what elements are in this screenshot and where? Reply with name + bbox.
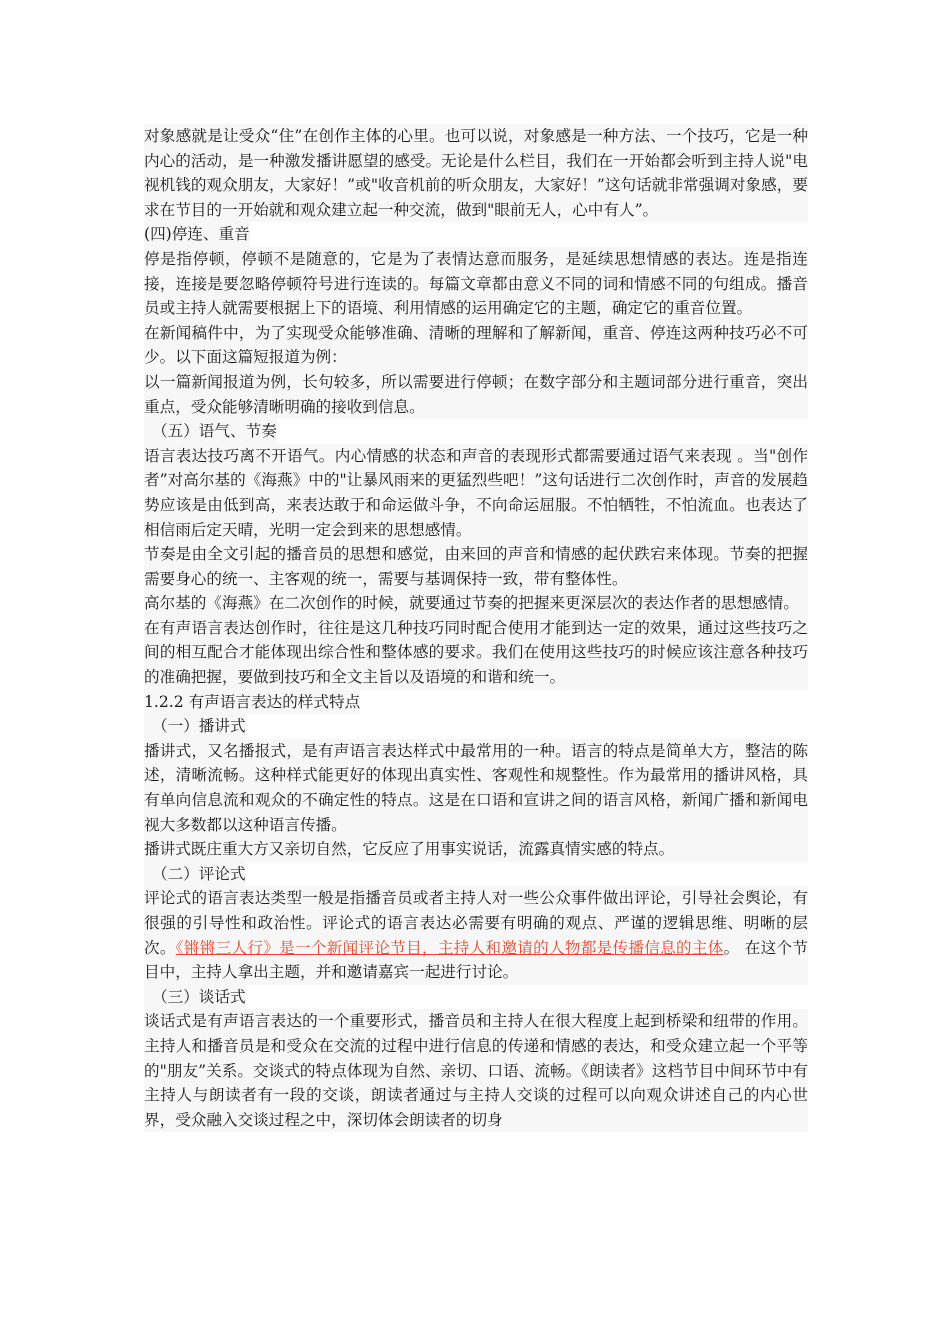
heading-conversation-style: （三）谈话式 [144,985,246,1010]
paragraph-broadcast-style: 播讲式，又名播报式，是有声语言表达样式中最常用的一种。语言的特点是简单大方，整洁的陈述，清晰流畅。这种样式能更好的体现出真实性、客观性和规整性。作为最常用的播讲风格，具有单向信息流和观众的不确定性的特点。这是在口语和宣讲之间的语言风格，新闻广播和新闻电视大多数都以这种语言传播。 [144,739,808,837]
heading-section-1-2-2: 1.2.2 有声语言表达的样式特点 [144,690,360,715]
paragraph-commentary-style [144,886,808,984]
paragraph-rhythm: 节奏是由全文引起的播音员的思想和感觉，由来回的声音和情感的起伏跌宕来体现。节奏的把握需要身心的统一、主客观的统一，需要与基调保持一致，带有整体性。 [144,542,808,591]
highlighted-link-text[interactable]: 《锵锵三人行》是一个新闻评论节目，主持人和邀请的人物都是传播信息的主体 [175,938,724,957]
paragraph-object-sense: 对象感就是让受众“住”在创作主体的心里。也可以说，对象感是一种方法、一个技巧，它是一种内心的活动，是一种激发播讲愿望的感受。无论是什么栏目，我们在一开始都会听到主持人说"电视机钱的观众朋友，大家好！”或"收音机前的听众朋友，大家好！”这句话就非常强调对象感，要求在节目的一开始就和观众建立起一种交流，做到"眼前无人，心中有人”。 [144,124,808,222]
heading-pause-stress: (四)停连、重音 [144,222,250,247]
paragraph-news-manuscript: 在新闻稿件中，为了实现受众能够准确、清晰的理解和了解新闻，重音、停连这两种技巧必不可少。以下面这篇短报道为例： [144,321,808,370]
heading-broadcast-style: （一）播讲式 [144,714,246,739]
paragraph-conversation-style: 谈话式是有声语言表达的一个重要形式，播音员和主持人在很大程度上起到桥梁和纽带的作用。主持人和播音员是和受众在交流的过程中进行信息的传递和情感的表达，和受众建立起一个平等的"朋友”关系。交谈式的特点体现为自然、亲切、口语、流畅。《朗读者》这档节目中间环节中有主持人与朗读者有一段的交谈，朗读者通过与主持人交谈的过程可以向观众讲述自己的内心世界，受众融入交谈过程之中，深切体会朗读者的切身 [144,1009,808,1132]
heading-tone-rhythm: （五）语气、节奏 [144,419,277,444]
paragraph-news-example: 以一篇新闻报道为例，长句较多，所以需要进行停顿；在数字部分和主题词部分进行重音，突出重点，受众能够清晰明确的接收到信息。 [144,370,808,419]
paragraph-petrel: 高尔基的《海燕》在二次创作的时候，就要通过节奏的把握来更深层次的表达作者的思想感情。 [144,591,808,616]
document-page [144,124,808,1132]
commentary-text-end: 。 在这个节目中，主持人拿出主题，并和邀请嘉宾一起进行讨论。 [144,938,808,982]
paragraph-combined-techniques: 在有声语言表达创作时，往往是这几种技巧同时配合使用才能到达一定的效果，通过这些技巧之间的相互配合才能体现出综合性和整体感的要求。我们在使用这些技巧的时候应该注意各种技巧的准确把握，要做到技巧和全文主旨以及语境的和谐和统一。 [144,616,808,690]
paragraph-tone: 语言表达技巧离不开语气。内心情感的状态和声音的表现形式都需要通过语气来表现 。当"创作者”对高尔基的《海燕》中的"让暴风雨来的更猛烈些吧！”这句话进行二次创作时，声音的发展趋势应该是由低到高，来表达敢于和命运做斗争，不向命运屈服。不怕牺牲，不怕流血。也表达了相信雨后定天晴，光明一定会到来的思想感情。 [144,444,808,542]
paragraph-broadcast-summary: 播讲式既庄重大方又亲切自然，它反应了用事实说话，流露真情实感的特点。 [144,837,808,862]
commentary-text-start: 评论式的语言表达类型一般是指播音员或者主持人对一些公众事件做出评论，引导社会舆论，有很强的引导性和政治性。评论式的语言表达必需要有明确的观点、严谨的逻辑思维、明晰的层次。 [144,889,808,957]
heading-commentary-style: （二）评论式 [144,862,246,887]
paragraph-pause-definition: 停是指停顿，停顿不是随意的，它是为了表情达意而服务，是延续思想情感的表达。连是指连接，连接是要忽略停顿符号进行连读的。每篇文章都由意义不同的词和情感不同的句组成。播音员或主持人就需要根据上下的语境、利用情感的运用确定它的主题，确定它的重音位置。 [144,247,808,321]
